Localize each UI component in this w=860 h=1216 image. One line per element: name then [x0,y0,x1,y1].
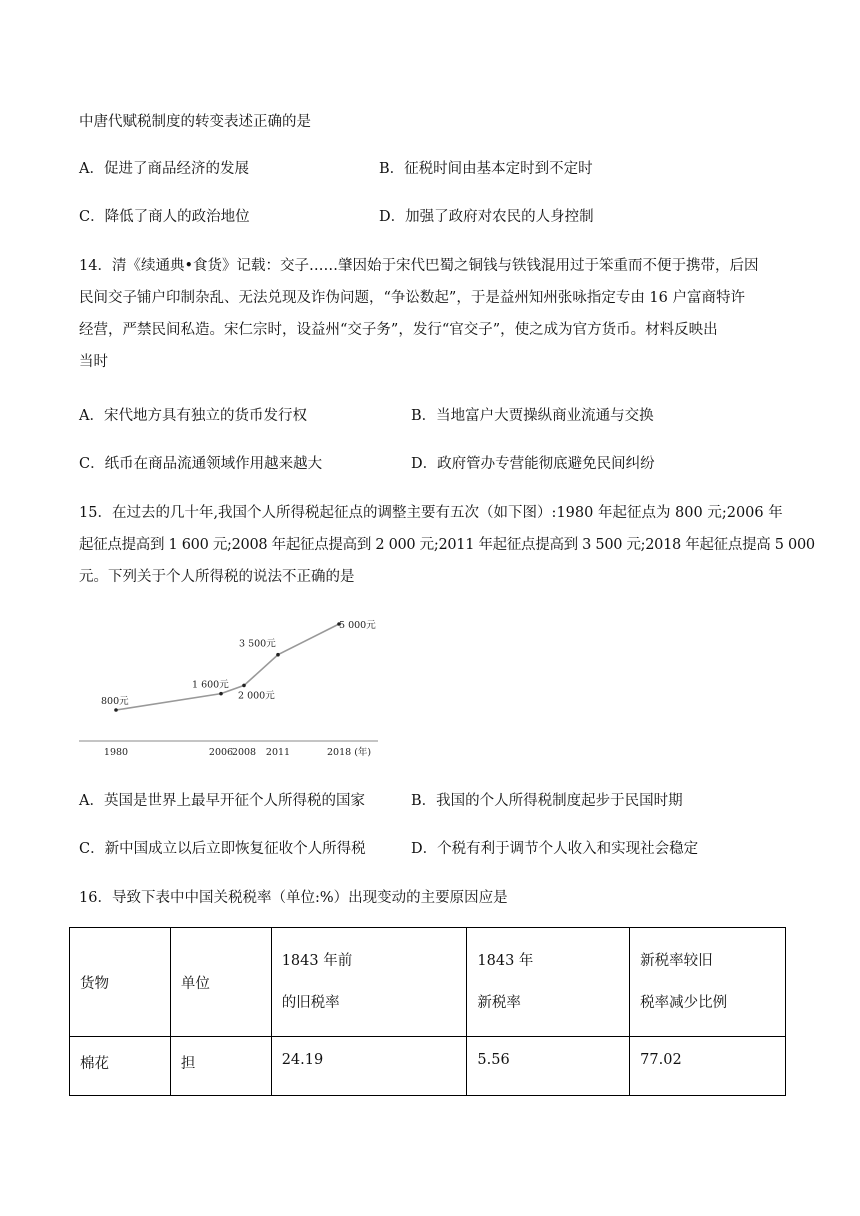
q14-stem-line-1: 14．清《续通典•食货》记载：交子……肇因始于宋代巴蜀之铜钱与铁钱混用过于笨重而不便于携带，后因 [79,258,759,274]
q13-option-b[interactable]: B．征税时间由基本定时到不定时 [379,161,593,177]
q14-stem-line-4: 当时 [79,354,108,370]
chart-point-2011-marker [276,653,280,657]
chart-point-1980-label: 800元 [101,696,129,707]
q14-option-d[interactable]: D．政府管办专营能彻底避免民间纠纷 [411,456,655,472]
q15-stem-line-2: 起征点提高到 1 600 元;2008 年起征点提高到 2 000 元;2011 年起征点提高到 3 500 元;2018 年起征点提高 5 000 [79,537,815,553]
q16-stem: 16．导致下表中中国关税税率（单位:%）出现变动的主要原因应是 [79,890,508,906]
chart-point-2006-label: 1 600元 [192,679,229,691]
chart-point-2006-marker [219,692,223,696]
header-new-rate-line-2: 新税率 [477,995,521,1011]
cell-unit: 担 [170,1037,271,1096]
chart-series-line [116,624,339,710]
q13-stem-tail: 中唐代赋税制度的转变表述正确的是 [79,114,311,130]
header-unit: 单位 [170,928,271,1037]
q13-option-a[interactable]: A．促进了商品经济的发展 [79,161,249,177]
cell-goods: 棉花 [70,1037,171,1096]
q15-stem-line-3: 元。下列关于个人所得税的说法不正确的是 [79,569,355,585]
chart-point-1980-marker [114,708,118,712]
header-old-rate [271,928,467,1037]
chart-tick-2011: 2011 [265,747,291,758]
q15-option-a[interactable]: A．英国是世界上最早开征个人所得税的国家 [79,793,365,809]
cell-new-rate: 5.56 [467,1037,630,1096]
chart-point-2018-label: 5 000元 [339,620,376,631]
tariff-table [69,927,786,1096]
q13-option-c[interactable]: C．降低了商人的政治地位 [79,209,250,225]
header-reduction [630,928,786,1037]
q14-option-a[interactable]: A．宋代地方具有独立的货币发行权 [79,408,307,424]
q14-option-b[interactable]: B．当地富户大贾操纵商业流通与交换 [411,408,654,424]
q15-option-d[interactable]: D．个税有利于调节个人收入和实现社会稳定 [411,841,699,857]
chart-tick-2008: 2008 [231,747,257,758]
q14-stem-line-3: 经营，严禁民间私造。宋仁宗时，设益州“交子务”，发行“官交子”，使之成为官方货币。材料反映出 [79,322,718,338]
header-goods: 货物 [70,928,171,1037]
chart-point-2008-label: 2 000元 [238,690,275,702]
chart-point-2011-label: 3 500元 [239,638,276,650]
q15-stem-line-1: 15．在过去的几十年,我国个人所得税起征点的调整主要有五次（如下图）:1980 年起征点为 800 元;2006 年 [79,505,783,521]
q15-option-b[interactable]: B．我国的个人所得税制度起步于民国时期 [411,793,683,809]
chart-tick-2018: 2018 (年) [327,747,372,758]
q13-option-d[interactable]: D．加强了政府对农民的人身控制 [379,209,594,225]
chart-tick-2006: 2006 [208,747,234,758]
chart-point-2008-marker [242,684,246,688]
header-old-rate-line-1: 1843 年前 [281,953,353,969]
cell-reduction: 77.02 [630,1037,786,1096]
header-new-rate-line-1: 1843 年 [477,953,534,969]
header-reduction-line-2: 税率减少比例 [640,995,728,1011]
table-row [70,1037,786,1096]
header-reduction-line-1: 新税率较旧 [640,953,713,969]
q14-option-c[interactable]: C．纸币在商品流通领域作用越来越大 [79,456,323,472]
table-header-row [70,928,786,1037]
header-new-rate [467,928,630,1037]
cell-old-rate: 24.19 [271,1037,467,1096]
q15-option-c[interactable]: C．新中国成立以后立即恢复征收个人所得税 [79,841,366,857]
header-old-rate-line-2: 的旧税率 [281,995,340,1011]
q14-stem-line-2: 民间交子铺户印制杂乱、无法兑现及诈伪问题，“争讼数起”，于是益州知州张咏指定专由 16 户富商特许 [79,290,745,306]
chart-tick-1980: 1980 [103,747,129,758]
